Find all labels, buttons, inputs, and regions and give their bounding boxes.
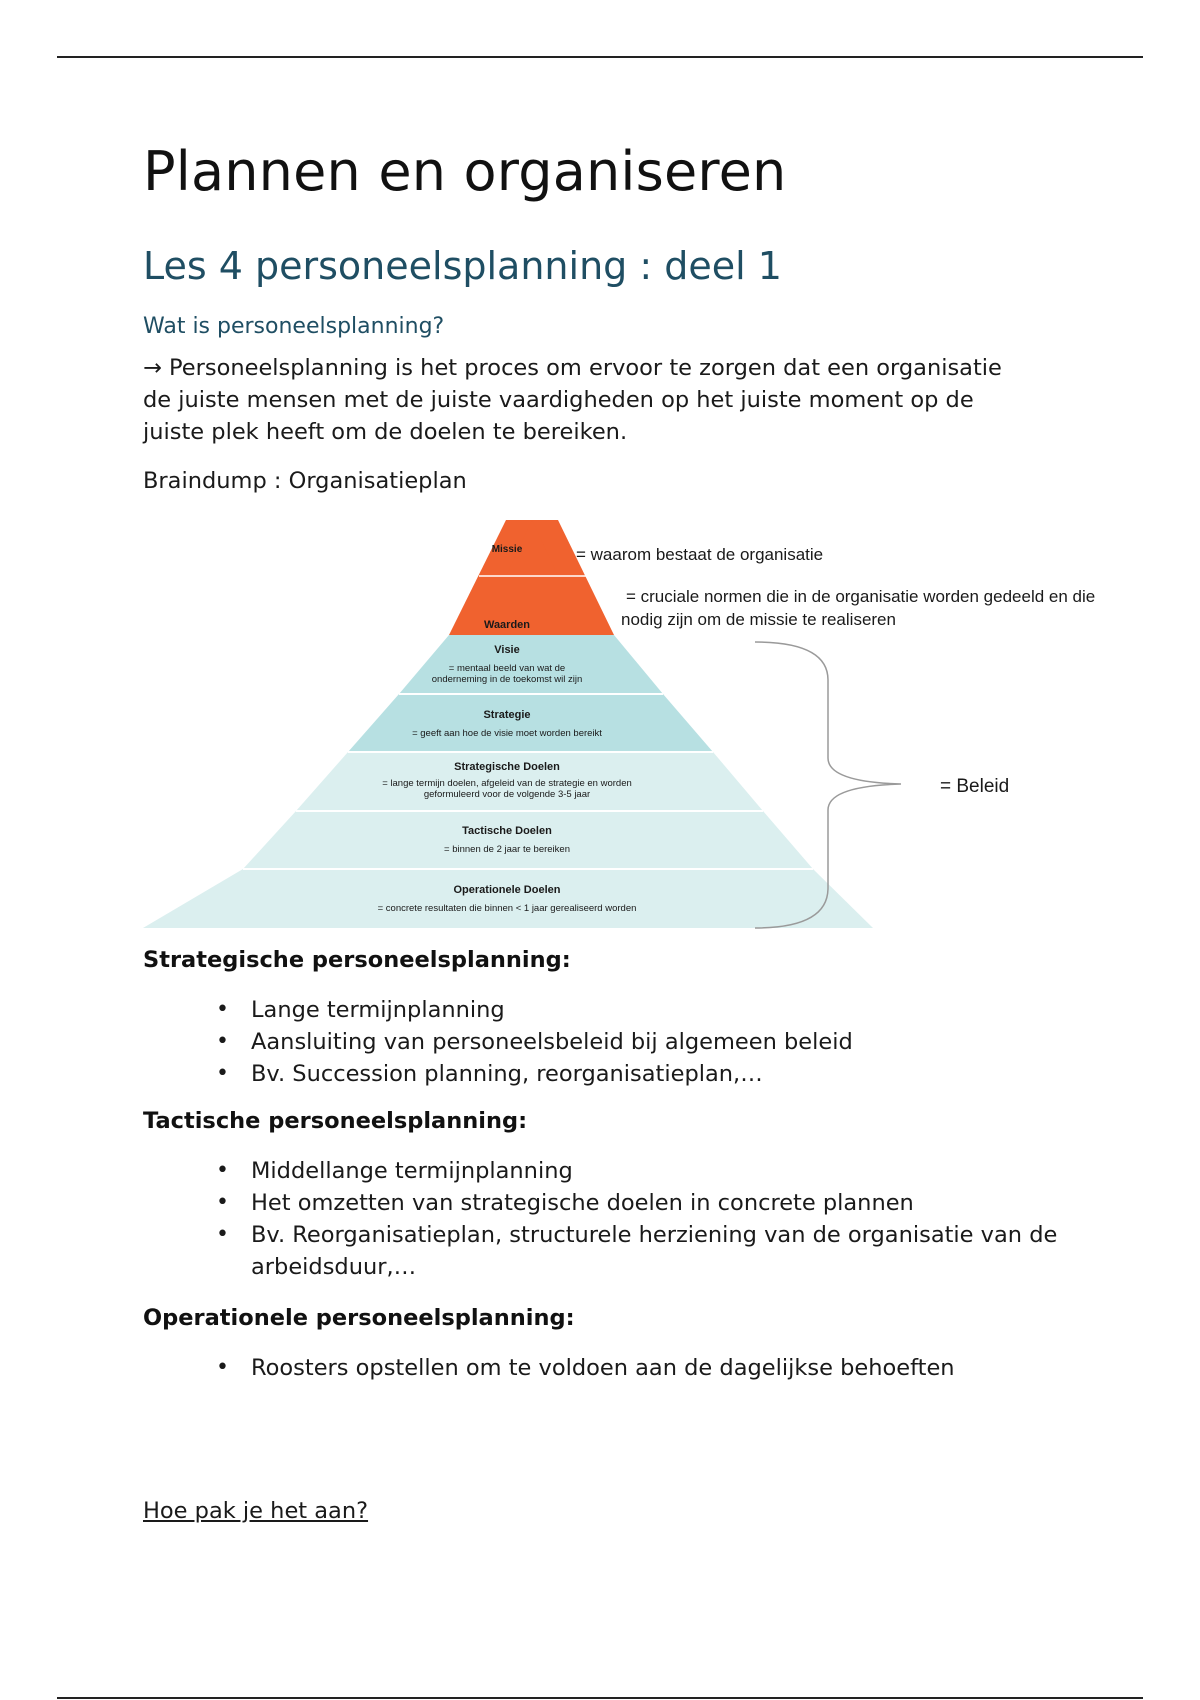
pyramid-level-strategie-shape xyxy=(348,694,713,752)
pyramid-label-tactische-doelen: Tactische Doelen xyxy=(462,825,552,837)
pyramid-label-strategische-doelen: Strategische Doelen xyxy=(454,761,560,773)
pyramid-desc-operationele-doelen: = concrete resultaten die binnen < 1 jaar gerealiseerd worden xyxy=(377,903,637,914)
pyramid-label-visie: Visie xyxy=(494,644,520,656)
bullet-icon: • xyxy=(216,1222,229,1247)
list-operationeel xyxy=(143,1352,1143,1384)
bullet-icon: • xyxy=(216,1158,229,1183)
annotation-beleid: = Beleid xyxy=(940,776,1010,797)
annotation-waarden-line1: = cruciale normen die in de organisatie worden gedeeld en die xyxy=(626,587,1096,606)
pyramid-desc-tactische-doelen: = binnen de 2 jaar te bereiken xyxy=(444,844,570,855)
section-heading-operationeel: Operationele personeelsplanning: xyxy=(143,1305,575,1331)
list-strategisch xyxy=(143,994,1043,1090)
bullet-icon: • xyxy=(216,1029,229,1054)
definition-paragraph: → Personeelsplanning is het proces om ervoor te zorgen dat een organisatie de juiste mensen met de juiste vaardigheden op het juiste moment op de juiste plek heeft om de doelen te bereiken. xyxy=(143,355,1002,445)
pyramid-desc-visie-1: = mentaal beeld van wat de xyxy=(448,663,566,674)
list-item: • Middellange termijnplanning xyxy=(143,1155,1143,1187)
list-tactisch xyxy=(143,1155,1143,1283)
list-item: • Roosters opstellen om te voldoen aan de dagelijkse behoeften xyxy=(143,1352,1143,1384)
bullet-icon: • xyxy=(216,1355,229,1380)
how-to-question: Hoe pak je het aan? xyxy=(143,1498,369,1524)
bullet-icon: • xyxy=(216,1061,229,1086)
list-item: • Bv. Succession planning, reorganisatieplan,… xyxy=(143,1058,1043,1090)
section-heading-tactisch: Tactische personeelsplanning: xyxy=(143,1108,528,1134)
pyramid-label-waarden: Waarden xyxy=(483,619,531,631)
organisatieplan-pyramid xyxy=(143,0,1183,940)
section-heading-strategisch: Strategische personeelsplanning: xyxy=(143,947,571,973)
list-item: • Het omzetten van strategische doelen in concrete plannen xyxy=(143,1187,1143,1219)
document-title: Plannen en organiseren xyxy=(143,140,787,203)
bullet-icon: • xyxy=(216,997,229,1022)
pyramid-label-strategie: Strategie xyxy=(483,709,531,721)
pyramid-desc-strategie: = geeft aan hoe de visie moet worden bereikt xyxy=(412,728,602,739)
pyramid-desc-strategische-doelen-1: = lange termijn doelen, afgeleid van de strategie en worden xyxy=(382,778,632,789)
annotation-waarden-line2: nodig zijn om de missie te realiseren xyxy=(621,610,896,629)
question-heading: Wat is personeelsplanning? xyxy=(143,314,445,339)
pyramid-level-operationele-doelen-shape xyxy=(143,869,873,928)
annotation-missie: = waarom bestaat de organisatie xyxy=(576,545,824,564)
list-item: • Lange termijnplanning xyxy=(143,994,1043,1026)
pyramid-desc-strategische-doelen-2: geformuleerd voor de volgende 3-5 jaar xyxy=(423,789,591,800)
pyramid-level-tactische-doelen-shape xyxy=(243,811,813,869)
braindump-label: Braindump : Organisatieplan xyxy=(143,468,467,494)
bottom-rule xyxy=(57,1697,1143,1699)
pyramid-label-missie: Missie xyxy=(491,544,523,555)
pyramid-label-operationele-doelen: Operationele Doelen xyxy=(453,884,561,896)
list-item: • Bv. Reorganisatieplan, structurele herziening van de organisatie van de arbeidsduur,… xyxy=(143,1219,1066,1283)
list-item: • Aansluiting van personeelsbeleid bij algemeen beleid xyxy=(143,1026,1043,1058)
pyramid-desc-visie-2: onderneming in de toekomst wil zijn xyxy=(431,674,583,685)
lesson-heading: Les 4 personeelsplanning : deel 1 xyxy=(143,244,782,288)
bullet-icon: • xyxy=(216,1190,229,1215)
